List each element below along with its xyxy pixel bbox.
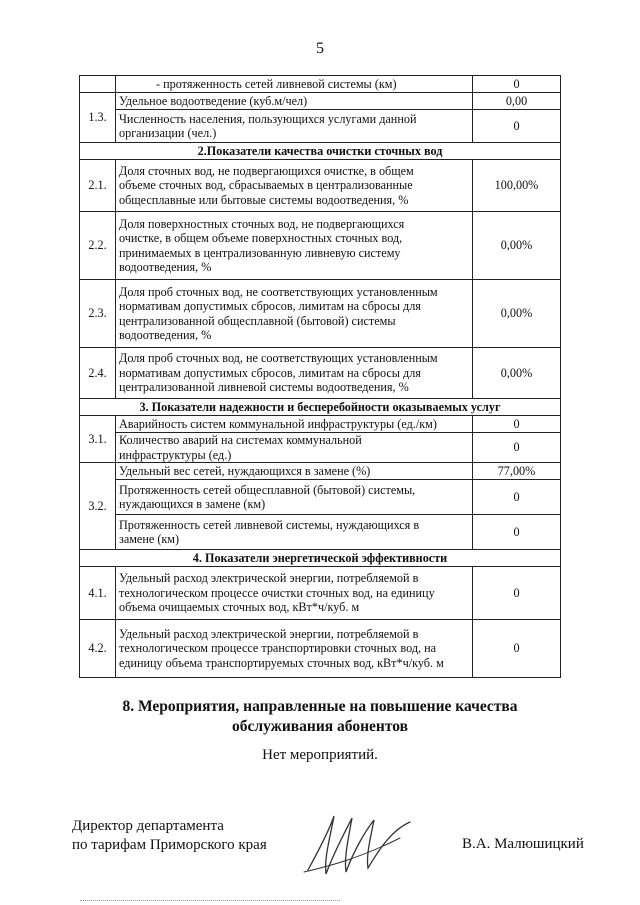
table-row [80, 480, 561, 515]
page-number: 5 [316, 40, 324, 57]
indicator-value: 0,00% [473, 212, 561, 280]
indicator-value: 0 [473, 416, 561, 433]
indicator-number: 3.1. [80, 416, 116, 463]
table-row [80, 93, 561, 110]
indicator-description: Доля сточных вод, не подвергающихся очистке, в общем объеме сточных вод, сбрасываемых в централизованные общесплавные или бытовые системы водоотведения, % [116, 160, 473, 212]
signer-title: Директор департамента по тарифам Приморского края [72, 818, 267, 853]
section-header-row [80, 550, 561, 567]
indicator-description: Удельный расход электрической энергии, потребляемой в технологическом процессе очистки сточных вод, на единицу объема очищаемых сточных вод, кВт*ч/куб. м [116, 567, 473, 620]
indicator-value: 0 [473, 480, 561, 515]
indicator-description: Удельный вес сетей, нуждающихся в замене (%) [116, 463, 473, 480]
indicator-number: 2.1. [80, 160, 116, 212]
indicator-number: 3.2. [80, 463, 116, 550]
indicator-number: 2.3. [80, 280, 116, 348]
indicator-value: 0 [473, 515, 561, 550]
indicator-value: 0 [473, 433, 561, 463]
indicator-value: 0 [473, 76, 561, 93]
indicator-description: Протяженность сетей ливневой системы, нуждающихся в замене (км) [116, 515, 473, 550]
indicator-description: Доля поверхностных сточных вод, не подвергающихся очистке, в общем объеме поверхностных сточных вод, принимаемых в централизованную ливневую систему водоотведения, % [116, 212, 473, 280]
indicator-description: - протяженность сетей ливневой системы (км) [116, 76, 473, 93]
section-title: 4. Показатели энергетической эффективности [80, 550, 561, 567]
indicator-description: Удельный расход электрической энергии, потребляемой в технологическом процессе транспортировки сточных вод, на единицу объема транспортируемых сточных вод, кВт*ч/куб. м [116, 620, 473, 678]
indicator-value: 0 [473, 110, 561, 143]
table-row [80, 416, 561, 433]
table-row [80, 160, 561, 212]
table-row [80, 76, 561, 93]
indicator-number: 4.2. [80, 620, 116, 678]
section-header-row [80, 143, 561, 160]
indicator-number: 4.1. [80, 567, 116, 620]
table-row [80, 212, 561, 280]
table-row [80, 515, 561, 550]
indicator-number: 1.3. [80, 93, 116, 143]
signature-graphic [300, 808, 420, 878]
section-header-row [80, 399, 561, 416]
table-row [80, 567, 561, 620]
table-row [80, 280, 561, 348]
table-row [80, 348, 561, 399]
no-measures-text: Нет мероприятий. [262, 747, 378, 763]
signer-name: В.А. Малюшицкий [462, 836, 584, 852]
indicator-description: Удельное водоотведение (куб.м/чел) [116, 93, 473, 110]
indicator-description: Количество аварий на системах коммунальной инфраструктуры (ед.) [116, 433, 473, 463]
indicator-number: 2.2. [80, 212, 116, 280]
indicator-value: 0,00% [473, 280, 561, 348]
indicator-description: Численность населения, пользующихся услугами данной организации (чел.) [116, 110, 473, 143]
section-title: 2.Показатели качества очистки сточных вод [80, 143, 561, 160]
bottom-scan-artifact [80, 900, 340, 902]
indicator-value: 0,00 [473, 93, 561, 110]
section-8-heading: 8. Мероприятия, направленные на повышение качества обслуживания абонентов [122, 698, 518, 735]
indicator-number: 2.4. [80, 348, 116, 399]
indicator-number [80, 76, 116, 93]
indicator-value: 0 [473, 620, 561, 678]
indicator-description: Протяженность сетей общесплавной (бытовой) системы, нуждающихся в замене (км) [116, 480, 473, 515]
indicator-value: 0,00% [473, 348, 561, 399]
table-row [80, 463, 561, 480]
indicator-description: Доля проб сточных вод, не соответствующих установленным нормативам допустимых сбросов, лимитам на сбросы для централизованной ливневой системы водоотведения, % [116, 348, 473, 399]
indicator-value: 77,00% [473, 463, 561, 480]
section-title: 3. Показатели надежности и бесперебойности оказываемых услуг [80, 399, 561, 416]
indicator-description: Аварийность систем коммунальной инфраструктуры (ед./км) [116, 416, 473, 433]
indicator-description: Доля проб сточных вод, не соответствующих установленным нормативам допустимых сбросов, лимитам на сбросы для централизованной общесплавной (бытовой) системы водоотведения, % [116, 280, 473, 348]
indicators-table [79, 75, 561, 678]
table-row [80, 433, 561, 463]
indicator-value: 0 [473, 567, 561, 620]
table-row [80, 620, 561, 678]
indicator-value: 100,00% [473, 160, 561, 212]
table-row [80, 110, 561, 143]
